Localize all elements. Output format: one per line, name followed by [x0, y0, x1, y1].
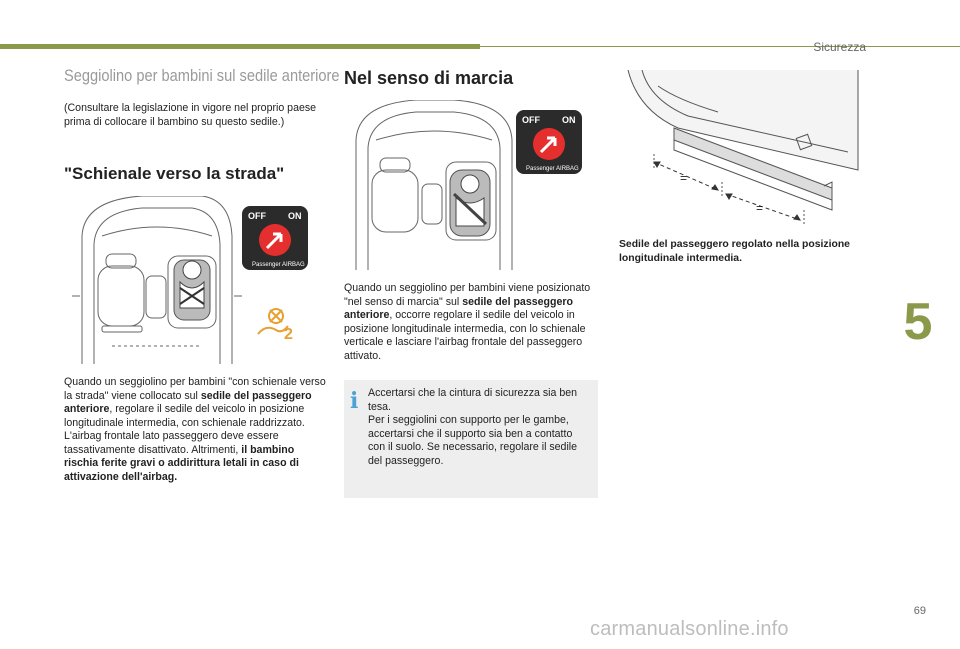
rear-facing-body-2: , regolare il sedile del veicolo in posizione longitudinale intermedia, con schienale raddrizzato. — [64, 403, 305, 429]
forward-facing-body — [344, 282, 600, 363]
airbag-warning-icon — [254, 304, 300, 340]
info-note-line-1: Accertarsi che la cintura di sicurezza sia ben tesa. — [368, 387, 578, 413]
warning-digit: 2 — [284, 326, 293, 340]
info-icon: i — [350, 388, 359, 414]
rear-facing-body-bold-2: il bambino rischia ferite gravi o addirittura letali in caso di attivazione dell'airbag. — [64, 443, 299, 483]
airbag-off-on-badge — [242, 206, 308, 270]
forward-facing-body-bold-1: sedile del passeggero anteriore — [344, 295, 573, 321]
airbag-on-badge — [516, 110, 582, 174]
rear-facing-body — [64, 376, 326, 484]
section-name: Sicurezza — [813, 40, 866, 54]
watermark: carmanualsonline.info — [590, 618, 789, 640]
badge-on-label: ON — [288, 211, 302, 221]
badge2-on-label: ON — [562, 115, 576, 125]
badge-airbag-label: Passenger AIRBAG — [252, 262, 305, 268]
section-title: Seggiolino per bambini sul sedile anteriore — [64, 66, 340, 85]
rear-facing-title: "Schienale verso la strada" — [64, 164, 285, 183]
forward-facing-body-1: Quando un seggiolino per bambini viene posizionato "nel senso di marcia" sul — [344, 282, 591, 308]
info-note-line-2: Per i seggiolini con supporto per le gambe, accertarsi che il supporto sia ben a contatto con il suolo. Se necessario, regolare il sedile del passeggero. — [368, 414, 578, 467]
equal-mark-2: = — [756, 201, 764, 215]
badge-off-label: OFF — [248, 211, 266, 221]
rear-facing-body-1: Quando un seggiolino per bambini "con schienale verso la strada" viene collocato sul — [64, 376, 326, 402]
badge2-airbag-label: Passenger AIRBAG — [526, 166, 579, 172]
page-number: 69 — [913, 605, 926, 617]
forward-facing-title: Nel senso di marcia — [344, 68, 514, 88]
badge2-off-label: OFF — [522, 115, 540, 125]
forward-facing-body-2: , occorre regolare il sedile del veicolo in posizione longitudinale intermedia, con lo schienale verticale e lasciare l'airbag frontale del passeggero attivato. — [344, 309, 586, 362]
intro-text: (Consultare la legislazione in vigore nel proprio paese prima di collocare il bambino su questo sedile.) — [64, 102, 317, 128]
equal-mark-1: = — [680, 171, 688, 185]
forward-facing-car-illustration — [350, 100, 520, 272]
info-note-text — [368, 387, 590, 468]
top-accent-bar — [0, 44, 480, 49]
seat-caption: Sedile del passeggero regolato nella posizione longitudinale intermedia. — [619, 239, 850, 264]
rear-facing-body-bold-1: sedile del passeggero anteriore — [64, 389, 312, 415]
rear-facing-body-3: L'airbag frontale lato passeggero deve essere tassativamente disattivato. Altrimenti, — [64, 430, 279, 456]
top-rule — [480, 46, 960, 47]
chapter-number: 5 — [903, 293, 933, 351]
seat-rail-illustration — [618, 70, 872, 230]
